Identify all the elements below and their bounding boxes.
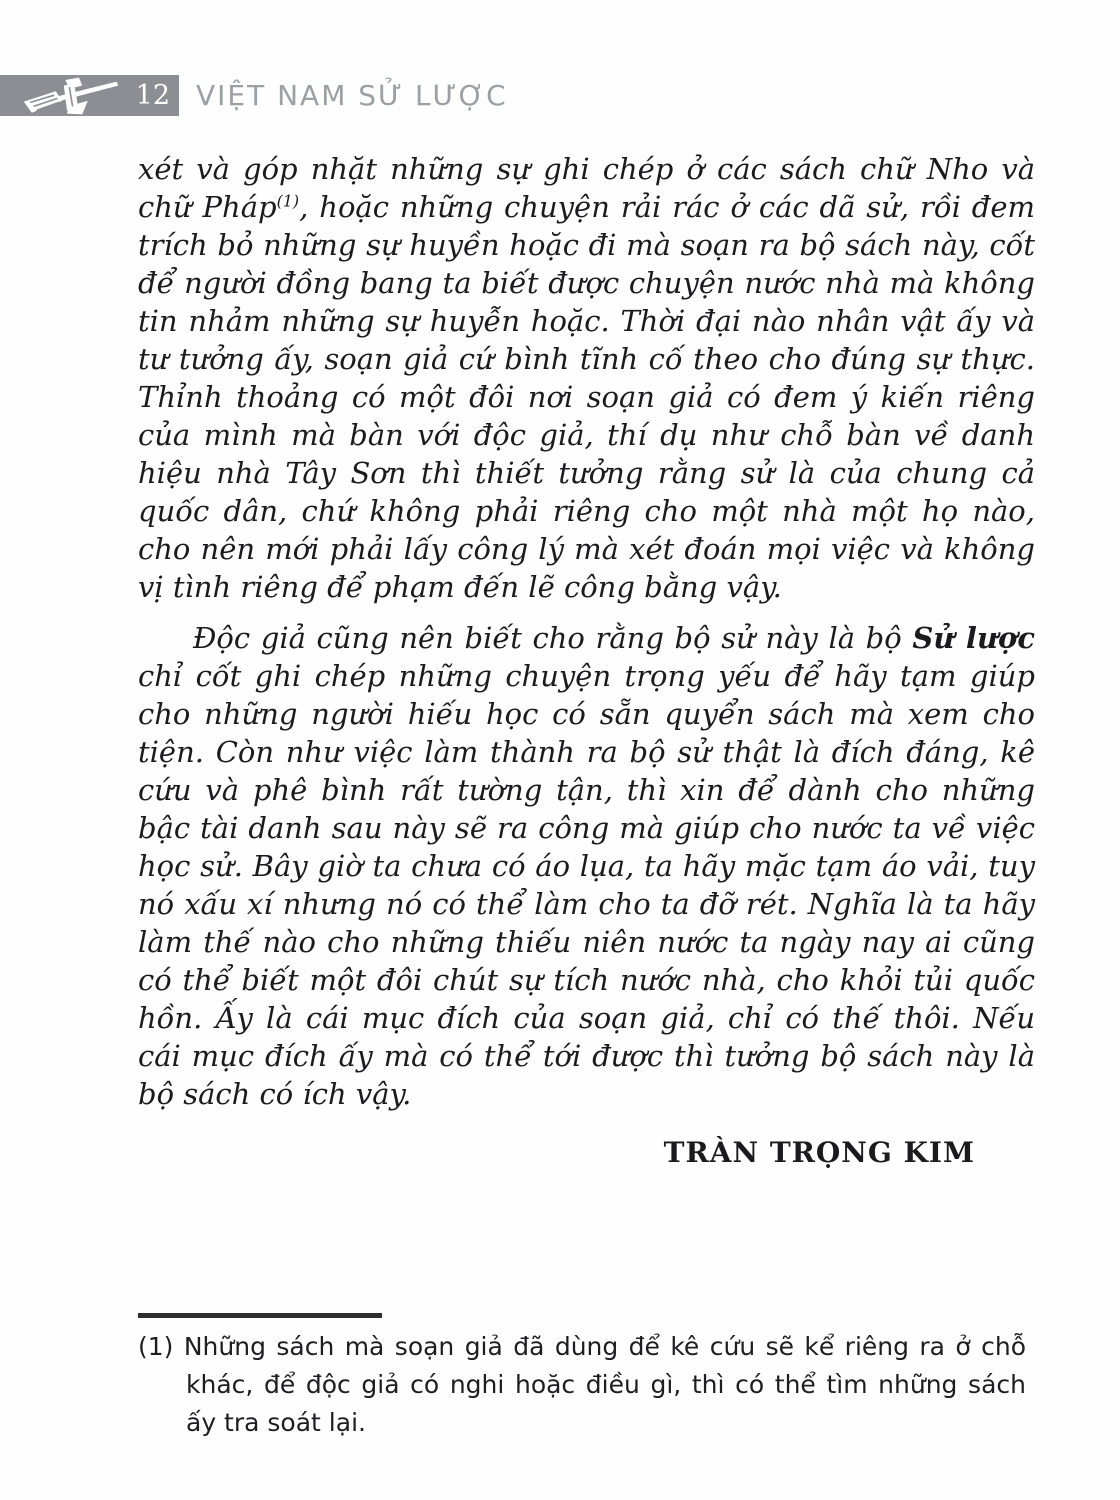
book-name-emphasis: Sử lược xyxy=(912,621,1035,655)
footnote-ref-1: (1) xyxy=(276,191,300,211)
paragraph-2 xyxy=(138,619,1035,1113)
paragraph-1-text: xét và góp nhặt những sự ghi chép ở các sách chữ Nho và chữ Pháp xyxy=(138,152,1035,224)
footnote-marker: (1) xyxy=(138,1332,174,1361)
paragraph-2-text: Độc giả cũng nên biết cho rằng bộ sử này là bộ xyxy=(193,621,913,655)
author-signature: TRÀN TRỌNG KIM xyxy=(663,1136,975,1169)
paragraph-1-continuation: , hoặc những chuyện rải rác ở các dã sử, rồi đem trích bỏ những sự huyền hoặc đi mà soạn ra bộ sách này, cốt để người đồng bang ta biết được chuyện nước nhà mà không tin nhảm những sự huyễn hoặc. Thời đại nào nhân vật ấy và tư tưởng ấy, soạn giả cứ bình tĩnh cố theo cho đúng sự thực. Thỉnh thoảng có một đôi nơi soạn giả có đem ý kiến riêng của mình mà bàn với độc giả, thí dụ như chỗ bàn về danh hiệu nhà Tây Sơn thì thiết tưởng rằng sử là của chung cả quốc dân, chứ không phải riêng cho một nhà một họ nào, cho nên mới phải lấy công lý mà xét đoán mọi việc và không vị tình riêng để phạm đến lẽ công bằng vậy. xyxy=(138,190,1036,604)
header-bar xyxy=(0,75,179,116)
book-title: VIỆT NAM SỬ LƯỢC xyxy=(196,79,508,112)
lac-bird-icon xyxy=(12,76,130,116)
footnote xyxy=(138,1328,1026,1442)
footnote-text: Những sách mà soạn giả đã dùng để kê cứu sẽ kể riêng ra ở chỗ khác, để độc giả có nghi hoặc điều gì, thì có thể tìm những sách ấy tra soát lại. xyxy=(183,1332,1026,1437)
footnote-divider xyxy=(138,1313,382,1318)
body-text xyxy=(138,150,1035,1113)
paragraph-2-continuation: chỉ cốt ghi chép những chuyện trọng yếu để hãy tạm giúp cho những người hiếu học có sẵn quyển sách mà xem cho tiện. Còn như việc làm thành ra bộ sử thật là đích đáng, kê cứu và phê bình rất tường tận, thì xin để dành cho những bậc tài danh sau này sẽ ra công mà giúp cho nước ta về việc học sử. Bây giờ ta chưa có áo lụa, ta hãy mặc tạm áo vải, tuy nó xấu xí nhưng nó có thể làm cho ta đỡ rét. Nghĩa là ta hãy làm thế nào cho những thiếu niên nước ta ngày nay ai cũng có thể biết một đôi chút sự tích nước nhà, cho khỏi tủi quốc hồn. Ấy là cái mục đích của soạn giả, chỉ có thế thôi. Nếu cái mục đích ấy mà có thể tới được thì tưởng bộ sách này là bộ sách có ích vậy. xyxy=(138,659,1035,1111)
page-number: 12 xyxy=(135,80,170,111)
paragraph-1 xyxy=(138,150,1035,606)
